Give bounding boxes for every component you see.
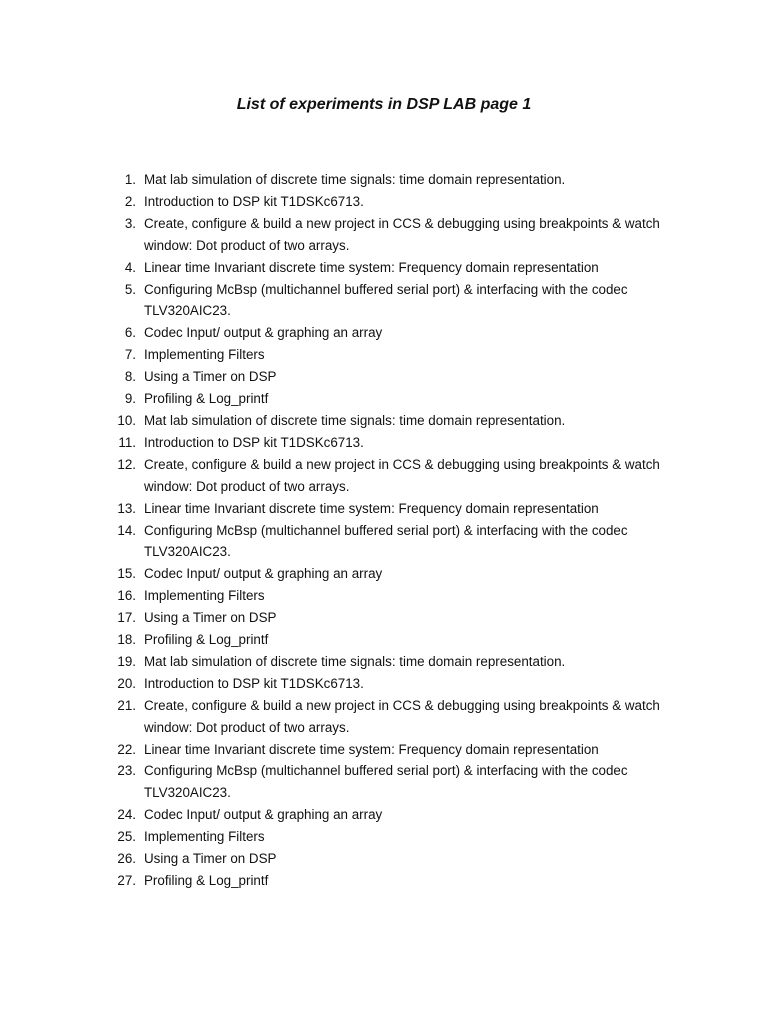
- list-item: [108, 673, 688, 695]
- list-item-number: 18.: [117, 632, 136, 648]
- list-item-number: 14.: [117, 522, 136, 538]
- list-item-text: Profiling & Log_printf: [144, 632, 269, 648]
- list-item: [108, 651, 688, 673]
- list-item-number: 19.: [117, 653, 136, 669]
- list-item-text: Codec Input/ output & graphing an array: [144, 807, 383, 823]
- list-item-gap: [136, 257, 144, 279]
- list-item-gap: [136, 388, 144, 410]
- list-item-gap: [136, 673, 144, 695]
- list-item-number: 9.: [124, 391, 136, 407]
- list-item-text: Using a Timer on DSP: [144, 369, 277, 385]
- list-item: [108, 804, 688, 826]
- list-item: [108, 213, 688, 257]
- list-item-text: Codec Input/ output & graphing an array: [144, 325, 383, 341]
- list-item-gap: [136, 870, 144, 892]
- list-item-gap: [136, 848, 144, 870]
- list-item: [108, 344, 688, 366]
- list-item-number: 1.: [124, 172, 136, 187]
- list-item-text: Implementing Filters: [144, 829, 265, 845]
- list-item: [108, 826, 688, 848]
- list-item-text: Profiling & Log_printf: [144, 391, 269, 407]
- list-item: [108, 169, 688, 191]
- list-item: [108, 607, 688, 629]
- list-item-gap: [136, 410, 144, 432]
- list-item-gap: [136, 454, 144, 498]
- list-item-gap: [136, 432, 144, 454]
- list-item: [108, 454, 688, 498]
- list-item-gap: [136, 739, 144, 761]
- list-item-text: Introduction to DSP kit T1DSKc6713.: [144, 193, 364, 209]
- experiment-list: [108, 169, 688, 892]
- list-item-gap: [136, 629, 144, 651]
- list-item-text: Create, configure & build a new project in CCS & debugging using breakpoints & watch window: Dot product of two arrays.: [144, 697, 660, 735]
- list-item: [108, 739, 688, 761]
- list-item-text: Configuring McBsp (multichannel buffered serial port) & interfacing with the codec TLV320AIC23.: [144, 281, 628, 319]
- list-item-text: Profiling & Log_printf: [144, 873, 269, 888]
- list-item-gap: [136, 826, 144, 848]
- list-item-number: 3.: [124, 215, 136, 231]
- list-item-number: 26.: [117, 851, 136, 867]
- list-item-gap: [136, 585, 144, 607]
- list-item-text: Introduction to DSP kit T1DSKc6713.: [144, 675, 364, 691]
- list-item-text: Linear time Invariant discrete time system: Frequency domain representation: [144, 500, 599, 516]
- list-item-number: 4.: [124, 259, 136, 275]
- list-item-number: 22.: [117, 741, 136, 757]
- list-item-gap: [136, 695, 144, 739]
- list-item-gap: [136, 213, 144, 257]
- list-item-text: Linear time Invariant discrete time system: Frequency domain representation: [144, 741, 599, 757]
- list-item-gap: [136, 607, 144, 629]
- list-item-text: Mat lab simulation of discrete time signals: time domain representation.: [144, 172, 566, 187]
- list-item-text: Configuring McBsp (multichannel buffered serial port) & interfacing with the codec TLV320AIC23.: [144, 763, 628, 801]
- list-item-gap: [136, 498, 144, 520]
- list-item-gap: [136, 520, 144, 564]
- list-item-gap: [136, 563, 144, 585]
- list-item-number: 16.: [117, 588, 136, 604]
- list-item: [108, 563, 688, 585]
- list-item-number: 17.: [117, 610, 136, 626]
- list-item-text: Mat lab simulation of discrete time signals: time domain representation.: [144, 653, 566, 669]
- list-item-number: 27.: [117, 873, 136, 888]
- list-item: [108, 629, 688, 651]
- list-item-text: Codec Input/ output & graphing an array: [144, 566, 383, 582]
- list-item: [108, 366, 688, 388]
- list-item-number: 20.: [117, 675, 136, 691]
- list-item-number: 24.: [117, 807, 136, 823]
- list-item-text: Implementing Filters: [144, 347, 265, 363]
- list-item-text: Configuring McBsp (multichannel buffered serial port) & interfacing with the codec TLV320AIC23.: [144, 522, 628, 560]
- list-item-gap: [136, 760, 144, 804]
- list-item: [108, 520, 688, 564]
- list-item-number: 21.: [117, 697, 136, 713]
- list-item-gap: [136, 322, 144, 344]
- list-item: [108, 848, 688, 870]
- list-item: [108, 695, 688, 739]
- list-item-text: Using a Timer on DSP: [144, 851, 277, 867]
- list-item-number: 12.: [117, 456, 136, 472]
- list-item-text: Mat lab simulation of discrete time signals: time domain representation.: [144, 412, 566, 428]
- list-item: [108, 870, 688, 892]
- list-item: [108, 410, 688, 432]
- list-item: [108, 279, 688, 323]
- list-item-number: 10.: [117, 412, 136, 428]
- list-item-number: 2.: [124, 193, 136, 209]
- page-title: List of experiments in DSP LAB page 1: [236, 96, 532, 113]
- list-item-number: 13.: [117, 500, 136, 516]
- list-item-number: 23.: [117, 763, 136, 779]
- list-item: [108, 257, 688, 279]
- list-item-gap: [136, 366, 144, 388]
- list-item-gap: [136, 191, 144, 213]
- list-item-number: 7.: [124, 347, 136, 363]
- list-item-text: Create, configure & build a new project in CCS & debugging using breakpoints & watch window: Dot product of two arrays.: [144, 215, 660, 253]
- list-item-gap: [136, 169, 144, 191]
- list-item: [108, 498, 688, 520]
- list-item-text: Using a Timer on DSP: [144, 610, 277, 626]
- list-item-text: Create, configure & build a new project in CCS & debugging using breakpoints & watch window: Dot product of two arrays.: [144, 456, 660, 494]
- list-item-gap: [136, 344, 144, 366]
- list-item-text: Linear time Invariant discrete time system: Frequency domain representation: [144, 259, 599, 275]
- list-item-text: Introduction to DSP kit T1DSKc6713.: [144, 434, 364, 450]
- list-item: [108, 191, 688, 213]
- list-item-number: 11.: [118, 434, 136, 450]
- list-item-gap: [136, 651, 144, 673]
- list-item-gap: [136, 804, 144, 826]
- list-item: [108, 388, 688, 410]
- list-item-number: 15.: [117, 566, 136, 582]
- list-item-number: 8.: [124, 369, 136, 385]
- list-item: [108, 585, 688, 607]
- list-item-text: Implementing Filters: [144, 588, 265, 604]
- list-item-number: 25.: [117, 829, 136, 845]
- list-item-number: 5.: [124, 281, 136, 297]
- list-item: [108, 760, 688, 804]
- list-item-gap: [136, 279, 144, 323]
- list-item-number: 6.: [124, 325, 136, 341]
- list-item: [108, 432, 688, 454]
- list-item: [108, 322, 688, 344]
